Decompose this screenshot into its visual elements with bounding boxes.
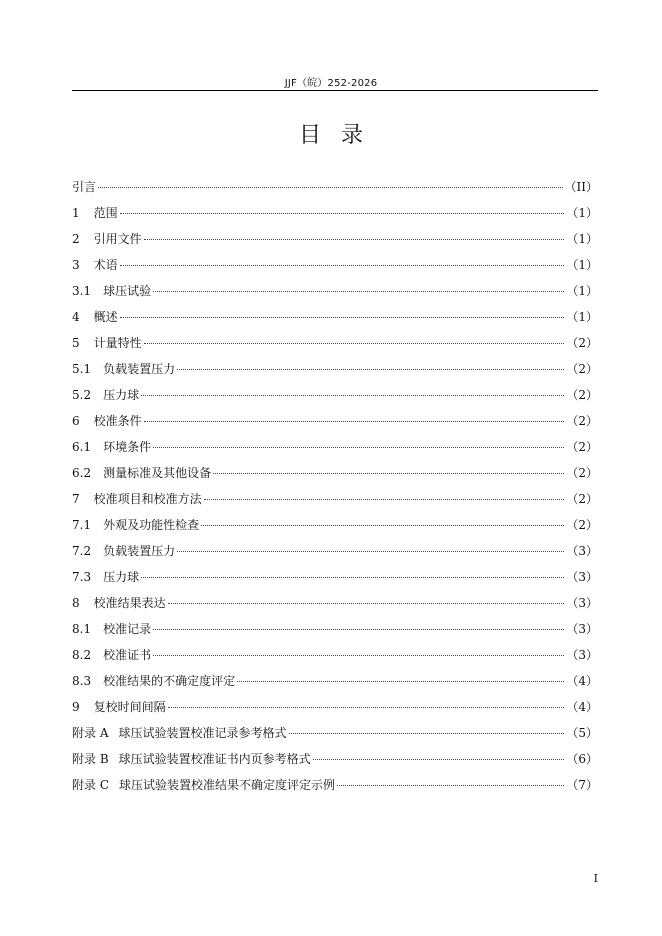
document-code: JJF（皖）252-2026 (284, 78, 378, 89)
dot-leader (153, 290, 564, 292)
toc-entry[interactable] (72, 334, 598, 360)
toc-entry[interactable] (72, 412, 598, 438)
toc-entry-page: （5） (566, 726, 598, 740)
toc-entry[interactable] (72, 204, 598, 230)
toc-entry-label: 范围 (93, 206, 118, 220)
dot-leader (141, 394, 564, 396)
toc-entry-number: 6.2 (72, 466, 92, 480)
toc-entry-page: （4） (566, 674, 598, 688)
toc-entry[interactable] (72, 256, 598, 282)
toc-entry-page: （3） (566, 544, 598, 558)
toc-entry-page: （2） (566, 466, 598, 480)
toc-entry[interactable] (72, 516, 598, 542)
toc-entry-number: 9 (72, 700, 80, 714)
toc-entry-label: 校准记录 (103, 622, 152, 636)
toc-entry-number: 6 (72, 414, 80, 428)
toc-entry-page: （II） (564, 180, 598, 194)
toc-entry-number: 5.1 (72, 362, 92, 376)
toc-entry-number: 附录 B (72, 752, 109, 766)
toc-entry-number: 8.1 (72, 622, 92, 636)
toc-entry-label: 压力球 (103, 388, 140, 402)
toc-entry[interactable] (72, 776, 598, 802)
toc-entry-number: 5.2 (72, 388, 92, 402)
dot-leader (177, 368, 564, 370)
toc-entry-page: （1） (566, 258, 598, 272)
toc-entry-page: （2） (566, 492, 598, 506)
dot-leader (313, 758, 565, 760)
toc-entry[interactable] (72, 464, 598, 490)
toc-entry-number: 3.1 (72, 284, 92, 298)
dot-leader (153, 628, 564, 630)
page-number: I (593, 872, 598, 885)
toc-entry-label: 测量标准及其他设备 (103, 466, 212, 480)
toc-entry-number: 3 (72, 258, 80, 272)
toc-entry-label: 球压试验 (103, 284, 152, 298)
toc-entry-page: （3） (566, 648, 598, 662)
toc-entry-label: 压力球 (103, 570, 140, 584)
toc-entry-page: （2） (566, 336, 598, 350)
toc-entry[interactable] (72, 282, 598, 308)
toc-entry[interactable] (72, 308, 598, 334)
toc-entry-page: （2） (566, 362, 598, 376)
toc-entry-page: （1） (566, 206, 598, 220)
toc-entry-number: 附录 A (72, 726, 109, 740)
header-rule (72, 90, 598, 91)
toc-entry-number: 7 (72, 492, 80, 506)
toc-entry-number: 7.1 (72, 518, 92, 532)
toc-entry-label: 球压试验装置校准记录参考格式 (118, 726, 287, 740)
dot-leader (144, 238, 565, 240)
dot-leader (144, 342, 565, 344)
dot-leader (141, 576, 564, 578)
toc-entry-label: 概述 (93, 310, 118, 324)
dot-leader (204, 498, 565, 500)
toc-entry-label: 校准证书 (103, 648, 152, 662)
toc-entry[interactable] (72, 178, 598, 204)
dot-leader (168, 706, 565, 708)
dot-leader (168, 602, 565, 604)
toc-entry-number: 4 (72, 310, 80, 324)
toc-entry[interactable] (72, 438, 598, 464)
toc-entry-page: （2） (566, 440, 598, 454)
toc-entry-number: 1 (72, 206, 80, 220)
toc-entry-label: 校准项目和校准方法 (93, 492, 202, 506)
toc-entry-label: 外观及功能性检查 (103, 518, 200, 532)
dot-leader (237, 680, 564, 682)
dot-leader (120, 264, 565, 266)
toc-entry-label: 环境条件 (103, 440, 152, 454)
toc-entry[interactable] (72, 594, 598, 620)
toc-entry[interactable] (72, 542, 598, 568)
toc-entry-page: （4） (566, 700, 598, 714)
toc-entry-label: 球压试验装置校准结果不确定度评定示例 (119, 778, 336, 792)
toc-entry[interactable] (72, 620, 598, 646)
toc-entry-page: （3） (566, 622, 598, 636)
toc-entry[interactable] (72, 750, 598, 776)
toc-entry-number: 7.3 (72, 570, 92, 584)
dot-leader (120, 212, 565, 214)
toc-entry-label: 计量特性 (93, 336, 142, 350)
toc-entry-label: 负载装置压力 (103, 362, 176, 376)
toc-entry-page: （1） (566, 310, 598, 324)
toc-entry-label: 校准条件 (93, 414, 142, 428)
toc-entry-number: 6.1 (72, 440, 92, 454)
toc-entry-label: 校准结果的不确定度评定 (103, 674, 236, 688)
toc-entry-number: 附录 C (72, 778, 109, 792)
dot-leader (213, 472, 564, 474)
toc-list (72, 178, 598, 802)
toc-entry[interactable] (72, 386, 598, 412)
dot-leader (177, 550, 564, 552)
toc-entry-page: （2） (566, 414, 598, 428)
dot-leader (153, 446, 564, 448)
toc-entry[interactable] (72, 672, 598, 698)
toc-entry[interactable] (72, 360, 598, 386)
dot-leader (289, 732, 565, 734)
toc-entry-page: （2） (566, 388, 598, 402)
toc-entry-page: （1） (566, 284, 598, 298)
toc-entry-label: 术语 (93, 258, 118, 272)
toc-entry-label: 校准结果表达 (93, 596, 166, 610)
toc-entry[interactable] (72, 490, 598, 516)
toc-entry[interactable] (72, 230, 598, 256)
toc-entry-page: （3） (566, 570, 598, 584)
toc-entry-label: 负载装置压力 (103, 544, 176, 558)
dot-leader (120, 316, 565, 318)
dot-leader (201, 524, 564, 526)
toc-entry-label: 复校时间间隔 (93, 700, 166, 714)
toc-entry-page: （6） (566, 752, 598, 766)
dot-leader (337, 784, 564, 786)
dot-leader (144, 420, 565, 422)
toc-entry-label: 引言 (72, 180, 97, 194)
toc-entry[interactable] (72, 646, 598, 672)
toc-entry-number: 8.3 (72, 674, 92, 688)
toc-entry-page: （7） (566, 778, 598, 792)
dot-leader (153, 654, 564, 656)
toc-entry-page: （2） (566, 518, 598, 532)
toc-entry[interactable] (72, 698, 598, 724)
toc-entry-number: 5 (72, 336, 80, 350)
toc-entry-number: 8.2 (72, 648, 92, 662)
toc-entry-number: 7.2 (72, 544, 92, 558)
toc-entry-number: 8 (72, 596, 80, 610)
toc-entry-page: （3） (566, 596, 598, 610)
toc-entry[interactable] (72, 724, 598, 750)
toc-entry-number: 2 (72, 232, 80, 246)
dot-leader (98, 186, 563, 188)
toc-entry-label: 球压试验装置校准证书内页参考格式 (118, 752, 311, 766)
toc-entry-page: （1） (566, 232, 598, 246)
toc-entry-label: 引用文件 (93, 232, 142, 246)
toc-title: 目录 (298, 123, 383, 148)
toc-entry[interactable] (72, 568, 598, 594)
